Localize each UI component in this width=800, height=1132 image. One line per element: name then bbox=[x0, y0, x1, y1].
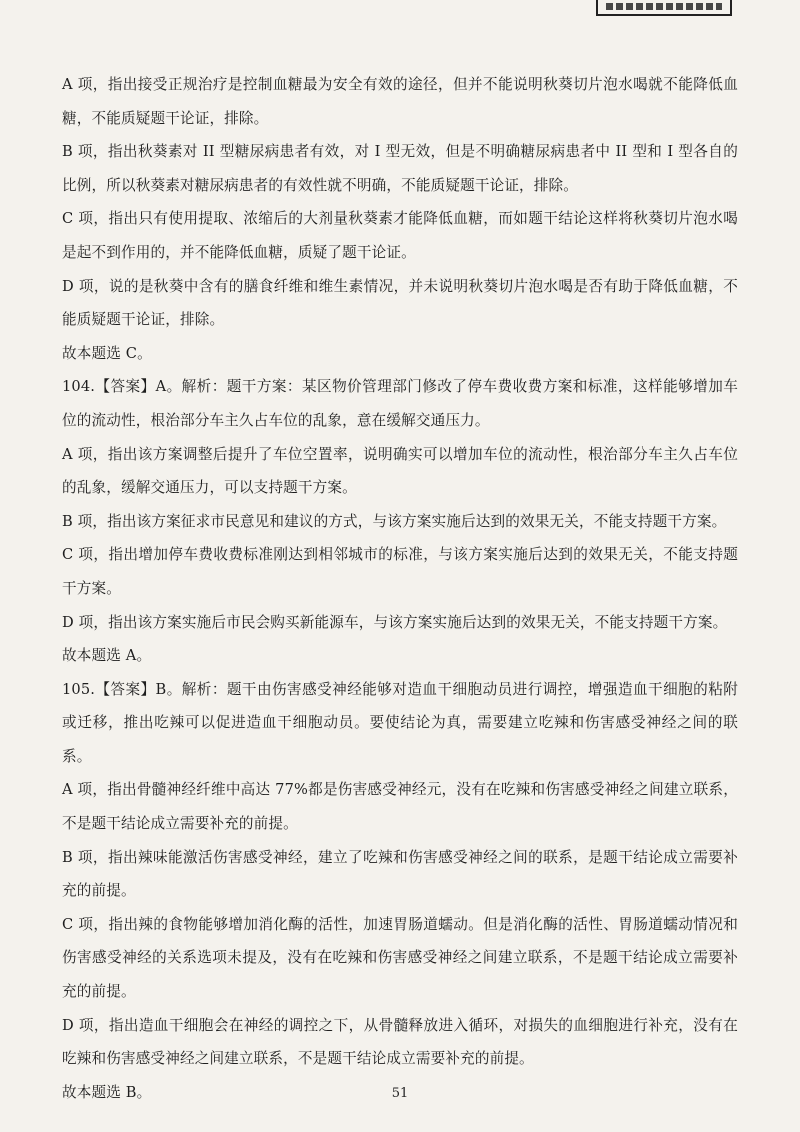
header-stamp-text-blur bbox=[606, 3, 722, 10]
paragraph-option-d-q103: D 项，说的是秋葵中含有的膳食纤维和维生素情况，并未说明秋葵切片泡水喝是否有助于降低血糖，不能质疑题干论证，排除。 bbox=[62, 277, 738, 329]
paragraph-option-a-q104: A 项，指出该方案调整后提升了车位空置率，说明确实可以增加车位的流动性，根治部分车主久占车位的乱象，缓解交通压力，可以支持题干方案。 bbox=[62, 445, 738, 497]
paragraph-option-b-q103: B 项，指出秋葵素对 II 型糖尿病患者有效，对 I 型无效，但是不明确糖尿病患者中 II 型和 I 型各自的比例，所以秋葵素对糖尿病患者的有效性就不明确，不能质疑题干论证，排除。 bbox=[62, 143, 738, 194]
paragraph-conclusion-q104: 故本题选 A。 bbox=[62, 647, 152, 665]
paragraph-option-d-q105: D 项，指出造血干细胞会在神经的调控之下，从骨髓释放进入循环，对损失的血细胞进行补充，没有在吃辣和伤害感受神经之间建立联系，不是题干结论成立需要补充的前提。 bbox=[62, 1016, 738, 1068]
paragraph-answer-105: 105.【答案】B。解析：题干由伤害感受神经能够对造血干细胞动员进行调控，增强造血干细胞的粘附或迁移，推出吃辣可以促进造血干细胞动员。要使结论为真，需要建立吃辣和伤害感受神经之间的联系。 bbox=[62, 680, 738, 765]
paragraph-option-c-q103: C 项，指出只有使用提取、浓缩后的大剂量秋葵素才能降低血糖，而如题干结论这样将秋葵切片泡水喝是起不到作用的，并不能降低血糖，质疑了题干论证。 bbox=[62, 210, 738, 261]
paragraph-option-c-q104: C 项，指出增加停车费收费标准刚达到相邻城市的标准，与该方案实施后达到的效果无关，不能支持题干方案。 bbox=[62, 546, 738, 597]
paragraph-answer-104: 104.【答案】A。解析：题干方案：某区物价管理部门修改了停车费收费方案和标准，这样能够增加车位的流动性，根治部分车主久占车位的乱象，意在缓解交通压力。 bbox=[62, 378, 738, 429]
page-content bbox=[62, 68, 738, 1109]
paragraph-option-b-q105: B 项，指出辣味能激活伤害感受神经，建立了吃辣和伤害感受神经之间的联系，是题干结论成立需要补充的前提。 bbox=[62, 848, 738, 900]
paragraph-conclusion-q103: 故本题选 C。 bbox=[62, 344, 152, 362]
header-stamp bbox=[596, 0, 732, 16]
paragraph-conclusion-q105: 故本题选 B。 bbox=[62, 1083, 152, 1101]
paragraph-option-a-q103: A 项，指出接受正规治疗是控制血糖最为安全有效的途径，但并不能说明秋葵切片泡水喝就不能降低血糖，不能质疑题干论证，排除。 bbox=[62, 76, 738, 127]
paragraph-option-c-q105: C 项，指出辣的食物能够增加消化酶的活性，加速胃肠道蠕动。但是消化酶的活性、胃肠道蠕动情况和伤害感受神经的关系选项未提及，没有在吃辣和伤害感受神经之间建立联系，不是题干结论成立需要补充的前提。 bbox=[62, 915, 738, 1001]
paragraph-option-d-q104: D 项，指出该方案实施后市民会购买新能源车，与该方案实施后达到的效果无关，不能支持题干方案。 bbox=[62, 613, 728, 631]
paragraph-option-b-q104: B 项，指出该方案征求市民意见和建议的方式，与该方案实施后达到的效果无关，不能支持题干方案。 bbox=[62, 512, 727, 530]
paragraph-option-a-q105: A 项，指出骨髓神经纤维中高达 77%都是伤害感受神经元，没有在吃辣和伤害感受神经之间建立联系，不是题干结论成立需要补充的前提。 bbox=[62, 781, 738, 833]
page-number: 51 bbox=[391, 1086, 409, 1101]
